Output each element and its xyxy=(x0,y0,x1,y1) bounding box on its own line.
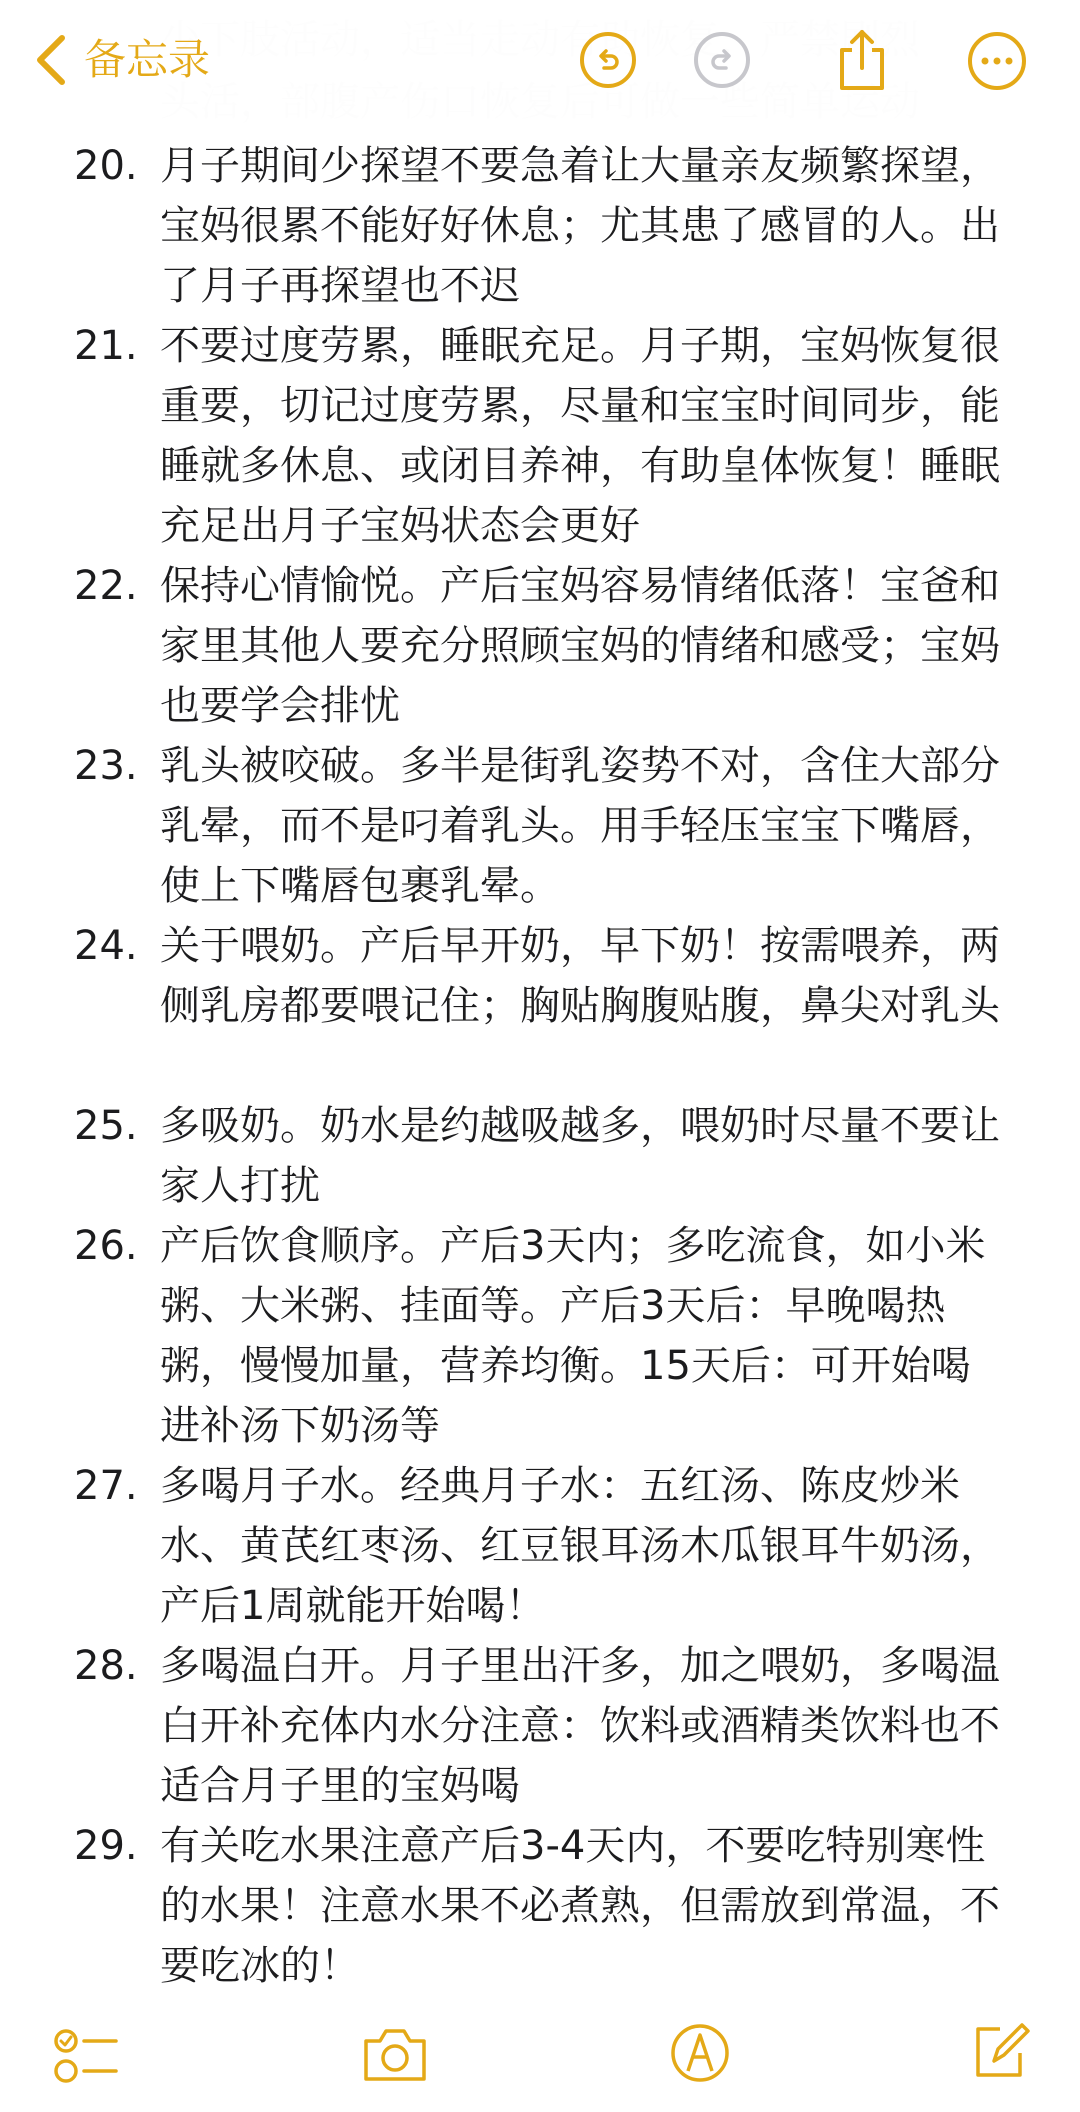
list-item-text[interactable]: 不要过度劳累，睡眠充足。月子期，宝妈恢复很重要，切记过度劳累，尽量和宝宝时间同步，能睡就多休息、或闭目养神，有助皇体恢复！睡眠充足出月子宝妈状态会更好 xyxy=(160,323,1000,549)
redo-button[interactable] xyxy=(694,32,750,88)
more-icon xyxy=(979,55,1015,67)
list-item-text[interactable]: 乳头被咬破。多半是街乳姿势不对，含住大部分乳晕，而不是叼着乳头。用手轻压宝宝下嘴唇，使上下嘴唇包裹乳晕。 xyxy=(160,743,1000,909)
list-item-text[interactable]: 多喝温白开。月子里出汗多，加之喂奶，多喝温白开补充体内水分注意：饮料或酒精类饮料也不适合月子里的宝妈喝 xyxy=(160,1643,1000,1809)
list-item-text[interactable]: 多喝月子水。经典月子水：五红汤、陈皮炒米水、黄芪红枣汤、红豆银耳汤木瓜银耳牛奶汤，产后1周就能开始喝！ xyxy=(160,1463,1000,1629)
list-item-number: 28. xyxy=(74,1643,138,1689)
list-item-number: 26. xyxy=(74,1223,138,1269)
list-item-number: 22. xyxy=(74,563,138,609)
list-item-number: 21. xyxy=(74,323,138,369)
markup-icon[interactable] xyxy=(668,2021,732,2085)
camera-icon[interactable] xyxy=(360,2025,430,2085)
top-toolbar xyxy=(0,0,1080,130)
list-item-text[interactable]: 有关吃水果注意产后3-4天内，不要吃特别寒性的水果！注意水果不必煮熟，但需放到常温，不要吃冰的！ xyxy=(160,1823,1000,1989)
list-item-text[interactable]: 月子期间少探望不要急着让大量亲友频繁探望，宝妈很累不能好好休息；尤其患了感冒的人。出了月子再探望也不迟 xyxy=(160,143,1000,309)
back-label: 备忘录 xyxy=(84,35,211,84)
undo-button[interactable] xyxy=(580,32,636,88)
share-icon[interactable] xyxy=(832,26,892,94)
redo-icon xyxy=(706,44,738,76)
list-item-number: 25. xyxy=(74,1103,138,1149)
more-button[interactable] xyxy=(968,32,1026,90)
list-item-text[interactable]: 产后饮食顺序。产后3天内；多吃流食，如小米粥、大米粥、挂面等。产后3天后：早晚喝热粥，慢慢加量，营养均衡。15天后：可开始喝进补汤下奶汤等 xyxy=(160,1223,986,1449)
list-item-number: 20. xyxy=(74,143,138,189)
list-item-text[interactable]: 保持心情愉悦。产后宝妈容易情绪低落！宝爸和家里其他人要充分照顾宝妈的情绪和感受；宝妈也要学会排忧 xyxy=(160,563,1000,729)
bottom-toolbar xyxy=(0,2015,1080,2112)
compose-icon[interactable] xyxy=(970,2021,1032,2083)
chevron-left-icon xyxy=(28,30,76,90)
list-item-text[interactable]: 关于喂奶。产后早开奶，早下奶！按需喂养，两侧乳房都要喂记住；胸贴胸腹贴腹，鼻尖对乳头 xyxy=(160,923,1000,1029)
list-item-number: 23. xyxy=(74,743,138,789)
list-item-number: 29. xyxy=(74,1823,138,1869)
list-item-number: 27. xyxy=(74,1463,138,1509)
back-button[interactable] xyxy=(28,30,210,90)
list-item-number: 24. xyxy=(74,923,138,969)
undo-icon xyxy=(592,44,624,76)
list-item-text[interactable]: 多吸奶。奶水是约越吸越多，喂奶时尽量不要让家人打扰 xyxy=(160,1103,1000,1209)
checklist-icon[interactable] xyxy=(54,2027,120,2087)
